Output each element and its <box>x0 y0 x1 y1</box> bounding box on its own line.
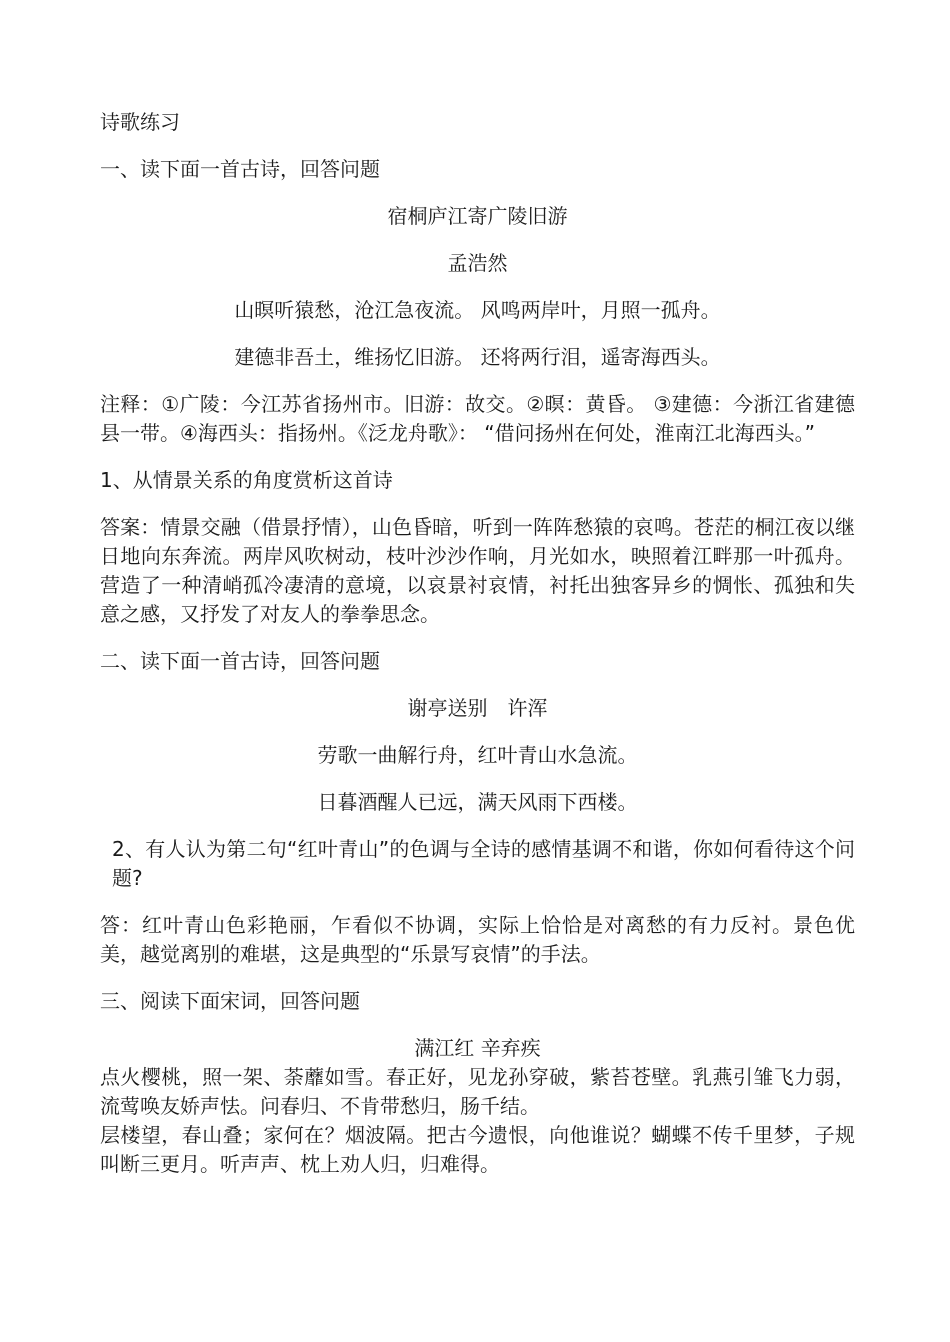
poem-1-author: 孟浩然 <box>447 251 508 275</box>
question-2: 2、有人认为第二句“红叶青山”的色调与全诗的感情基调不和谐，你如何看待这个问题? <box>112 837 855 890</box>
poem-1-title: 宿桐庐江寄广陵旧游 <box>387 204 568 228</box>
section-1-heading: 一、读下面一首古诗，回答问题 <box>100 157 380 181</box>
poem-1-line: 建德非吾土，维扬忆旧游。 还将两行泪，遥寄海西头。 <box>234 345 721 369</box>
poem-2-line: 日暮酒醒人已远，满天风雨下西楼。 <box>317 790 638 814</box>
poem-3-paragraph: 层楼望，春山叠；家何在？烟波隔。把古今遗恨，向他谁说？蝴蝶不传千里梦，子规叫断三更月。听声声、枕上劝人归，归难得。 <box>100 1123 855 1176</box>
question-1: 1、从情景关系的角度赏析这首诗 <box>100 468 393 492</box>
section-2-heading: 二、读下面一首古诗，回答问题 <box>100 649 380 673</box>
poem-2-title: 谢亭送别 许浑 <box>407 696 548 720</box>
document-page <box>100 108 855 1179</box>
poem-1-line: 山暝听猿愁，沧江急夜流。 风鸣两岸叶，月照一孤舟。 <box>234 298 721 322</box>
document-title: 诗歌练习 <box>100 110 180 134</box>
answer-1: 答案：情景交融（借景抒情），山色昏暗，听到一阵阵愁猿的哀鸣。苍茫的桐江夜以继日地向东奔流。两岸风吹树动，枝叶沙沙作响，月光如水，映照着江畔那一叶孤舟。营造了一种清峭孤冷凄清的意境，以哀景衬哀情，衬托出独客异乡的惆怅、孤独和失意之感，又抒发了对友人的拳拳思念。 <box>100 515 855 626</box>
poem-3-paragraph: 点火樱桃，照一架、荼蘼如雪。春正好，见龙孙穿破，紫苔苍壁。乳燕引雏飞力弱，流莺唤友娇声怯。问春归、不肯带愁归，肠千结。 <box>100 1065 855 1118</box>
poem-3-title: 满江红 辛弃疾 <box>414 1036 541 1060</box>
section-3-heading: 三、阅读下面宋词，回答问题 <box>100 989 360 1013</box>
answer-2: 答：红叶青山色彩艳丽，乍看似不协调，实际上恰恰是对离愁的有力反衬。景色优美，越觉离别的难堪，这是典型的“乐景写哀情”的手法。 <box>100 913 855 966</box>
poem-1-notes: 注释：①广陵：今江苏省扬州市。旧游：故交。②暝：黄昏。 ③建德：今浙江省建德县一带。④海西头：指扬州。《泛龙舟歌》： “借问扬州在何处，淮南江北海西头。” <box>100 392 855 445</box>
poem-2-line: 劳歌一曲解行舟，红叶青山水急流。 <box>317 743 638 767</box>
